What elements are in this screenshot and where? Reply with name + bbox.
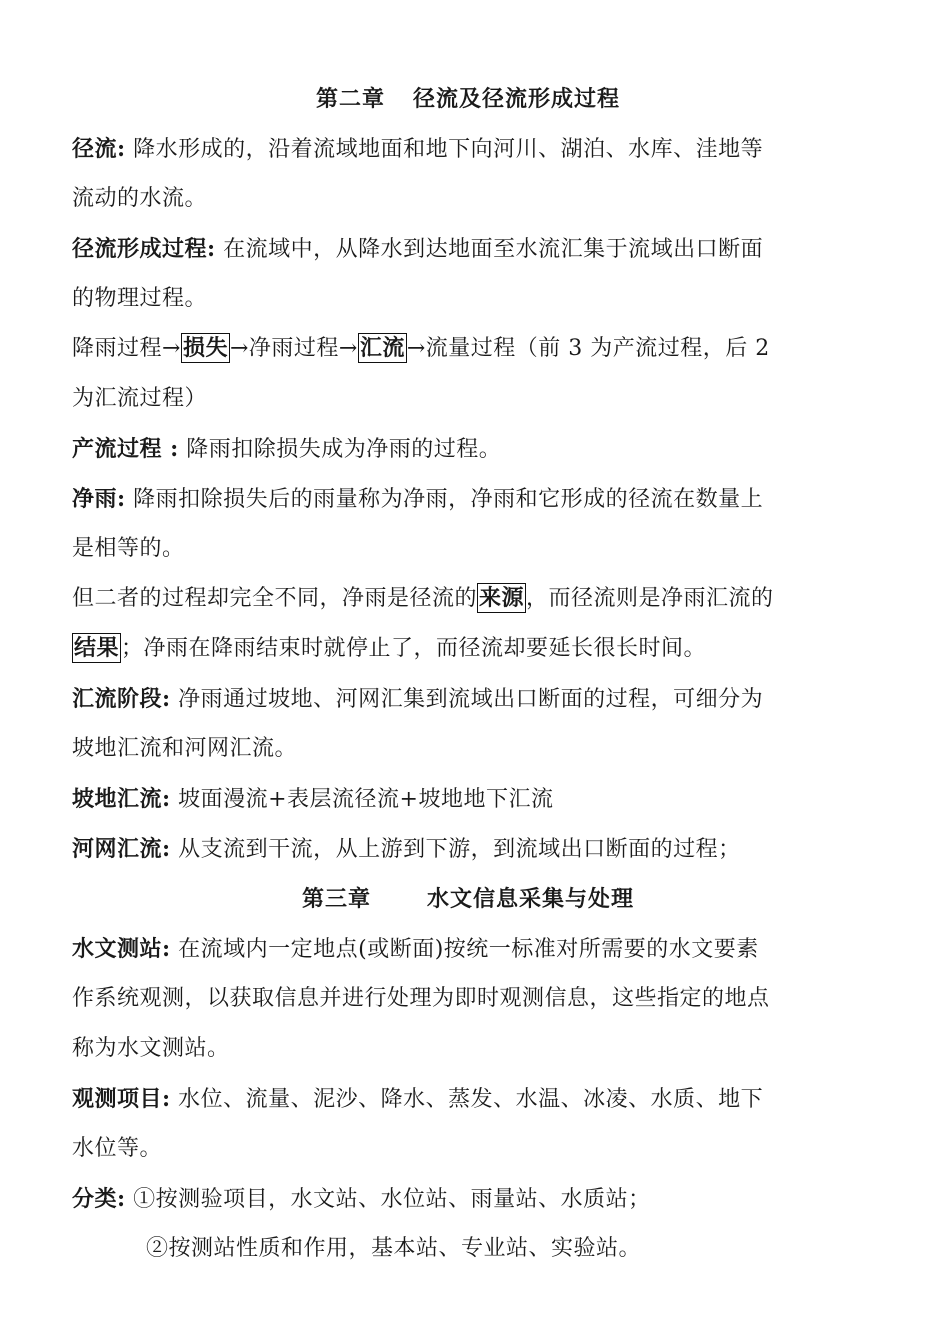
formation-definition-cont: 的物理过程。 (72, 286, 208, 311)
station-definition: 水文测站: 在流域内一定地点(或断面)按统一标准对所需要的水文要素 (72, 936, 759, 962)
observation-items-cont: 水位等。 (72, 1136, 163, 1161)
chapter-2-title: 第二章 径流及径流形成过程 (315, 86, 621, 112)
production-definition: 产流过程 : 降雨扣除损失成为净雨的过程。 (72, 436, 502, 462)
observation-items: 观测项目: 水位、流量、泥沙、降水、蒸发、水温、冰凌、水质、地下 (72, 1086, 764, 1112)
process-flow: 降雨过程→损失→净雨过程→汇流→流量过程（前 3 为产流过程，后 2 (72, 335, 770, 361)
process-flow-cont: 为汇流过程） (72, 386, 208, 411)
net-rain-definition-cont: 是相等的。 (72, 536, 185, 561)
station-definition-cont-2: 称为水文测站。 (72, 1036, 230, 1061)
confluence-definition-cont: 坡地汇流和河网汇流。 (72, 736, 298, 761)
classification: 分类: ①按测验项目，水文站、水位站、雨量站、水质站； (72, 1186, 651, 1212)
slope-confluence-definition: 坡地汇流: 坡面漫流+表层流径流+坡地地下汇流 (72, 786, 554, 812)
document-page (72, 74, 864, 1274)
net-rain-definition: 净雨: 降雨扣除损失后的雨量称为净雨，净雨和它形成的径流在数量上 (72, 486, 764, 512)
classification-cont: ②按测站性质和作用，基本站、专业站、实验站。 (146, 1236, 642, 1261)
station-definition-cont: 作系统观测，以获取信息并进行处理为即时观测信息，这些指定的地点 (72, 986, 770, 1011)
boxed-term-loss: 损失 (182, 335, 228, 361)
net-rain-difference: 但二者的过程却完全不同，净雨是径流的来源，而径流则是净雨汇流的 (72, 585, 774, 611)
chapter-3-title: 第三章 水文信息采集与处理 (301, 886, 635, 912)
boxed-term-source: 来源 (479, 585, 525, 611)
runoff-definition: 径流: 降水形成的，沿着流域地面和地下向河川、湖泊、水库、洼地等 (72, 136, 764, 162)
confluence-definition: 汇流阶段: 净雨通过坡地、河网汇集到流域出口断面的过程，可细分为 (72, 686, 764, 712)
boxed-term-confluence: 汇流 (359, 335, 405, 361)
net-rain-difference-cont: 结果；净雨在降雨结束时就停止了，而径流却要延长很长时间。 (74, 635, 707, 661)
formation-definition: 径流形成过程: 在流域中，从降水到达地面至水流汇集于流域出口断面 (72, 236, 764, 262)
river-confluence-definition: 河网汇流: 从支流到干流，从上游到下游，到流域出口断面的过程； (72, 836, 741, 862)
runoff-definition-cont: 流动的水流。 (72, 186, 208, 211)
boxed-term-result: 结果 (74, 635, 120, 661)
